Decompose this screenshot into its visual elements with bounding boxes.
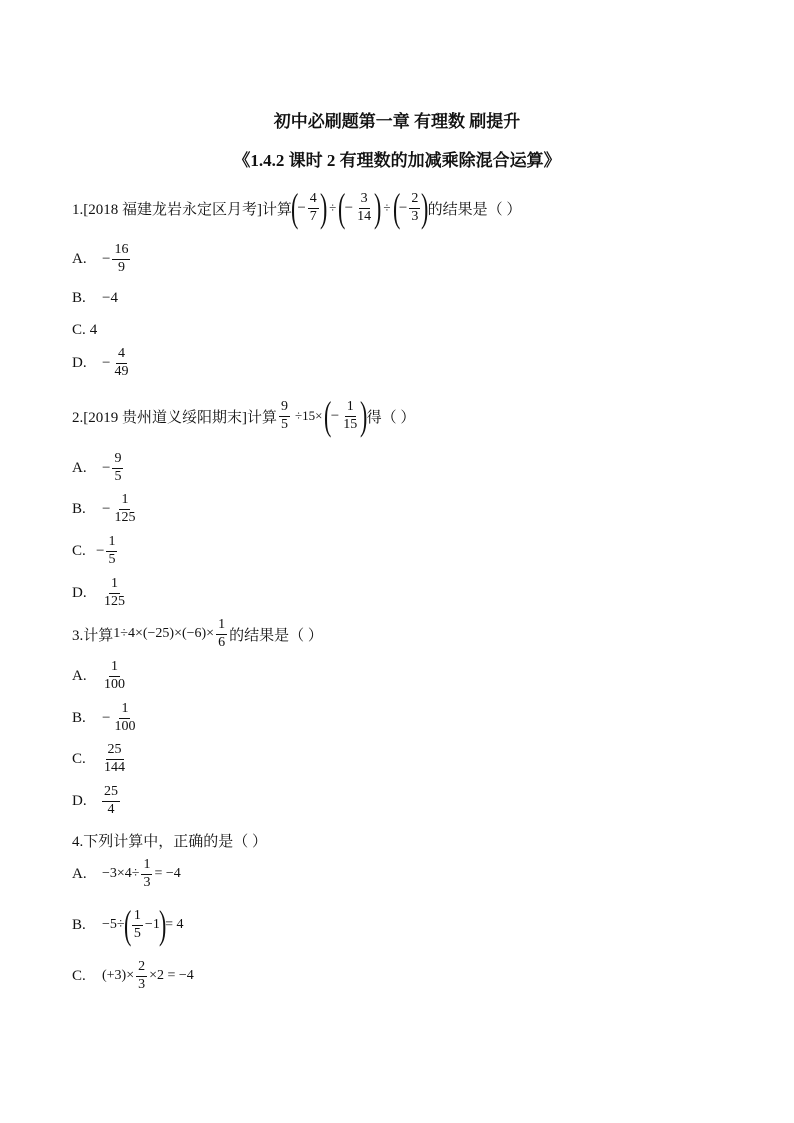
operator-text: ÷15× [295,408,323,423]
sign: − [297,199,306,216]
option-text: −4 [102,290,118,306]
question-1-expression: ( − $\frac{4}{7}$ ) ÷ ( − $\frac{3}{14}$ ) ÷ ( − $\frac{2}{3}$ ) [290,185,429,230]
fraction: $\frac{9}{5}$ [114,451,122,484]
q3-option-d[interactable] [72,785,122,817]
q2-option-a[interactable] [72,452,125,484]
question-1-suffix: 的结果是（ ） [427,201,522,218]
page-subtitle: 《1.4.2 课时 2 有理数的加减乘除混合运算》 [233,151,561,170]
page-title: 初中必刷题第一章 有理数 刷提升 [273,112,521,131]
question-1-prefix: 1.[2018 福建龙岩永定区月考]计算 [72,201,292,218]
fraction: $\frac{1}{125}$ [104,576,125,609]
expression-text: 1÷4×(−25)×(−6)× [113,626,215,642]
option-letter: A. [72,250,87,267]
q3-option-c[interactable] [72,743,129,775]
question-4-stem: 4.下列计算中，正确的是（ ） [72,834,268,850]
q1-option-c[interactable] [72,322,97,339]
option-letter: A. [72,865,87,882]
q4-option-a[interactable] [72,858,181,890]
fraction: $\frac{1}{125}$ [114,492,136,525]
fraction: $\frac{4}{49}$ [114,346,129,379]
option-letter: D. [72,584,87,601]
q3-option-b[interactable] [72,702,139,734]
q1-option-a[interactable] [72,243,132,275]
option-letter: A. [72,459,87,476]
fraction: $\frac{1}{100}$ [104,659,125,692]
option-letter: C. [72,322,86,338]
fraction: $\frac{16}{9}$ [114,242,129,275]
option-letter: D. [72,354,87,371]
sign: − [102,250,111,267]
question-3-suffix: 的结果是（ ） [229,627,323,644]
fraction: $\frac{2}{3}$ [411,190,419,224]
question-4 [72,830,267,851]
sign: − [102,500,111,517]
q1-option-b[interactable] [72,290,118,307]
fraction: $\frac{9}{5}$ [281,398,288,432]
option-letter: B. [72,709,86,726]
question-3-expression [113,618,229,650]
sign: − [102,459,111,476]
sign: − [344,199,354,216]
fraction: $\frac{1}{6}$ [218,617,226,650]
sign: − [102,709,111,726]
option-letter: B. [72,500,86,517]
fraction: $\frac{1}{100}$ [114,701,136,734]
fraction: $\frac{3}{14}$ [357,190,372,224]
option-letter: A. [72,667,87,684]
sign: − [398,199,408,216]
fraction: $\frac{1}{15}$ [343,398,358,432]
option-letter: C. [72,542,86,559]
divide-sign: ÷ [329,200,337,215]
option-letter: C. [72,750,86,767]
question-3-prefix: 3.计算 [72,627,114,644]
question-1 [72,185,522,230]
q4-option-b[interactable] [72,902,184,947]
q1-option-d[interactable] [72,347,132,379]
sign: − [96,542,105,559]
question-2 [72,393,416,438]
q3-option-a[interactable] [72,660,129,692]
q2-option-c[interactable] [72,535,119,567]
question-2-expression: $\frac{9}{5}$ ÷15× ( − $\frac{1}{15}$ ) [281,393,368,438]
q4-option-c[interactable] [72,960,194,992]
fraction: $\frac{25}{4}$ [104,784,118,817]
fraction: $\frac{4}{7}$ [309,190,317,224]
option-expression: −3×4÷ $\frac{1}{3}$ = −4 [102,857,181,890]
sign: − [102,354,111,371]
option-letter: B. [72,916,86,933]
option-expression: (+3)× $\frac{2}{3}$ ×2 = −4 [102,959,194,992]
fraction: $\frac{25}{144}$ [104,742,125,775]
question-2-suffix: 得（ ） [366,409,416,426]
divide-sign: ÷ [383,200,391,215]
q2-option-d[interactable] [72,577,129,609]
option-letter: B. [72,290,86,306]
option-letter: D. [72,792,87,809]
option-letter: C. [72,967,86,984]
sign: − [330,407,340,424]
q2-option-b[interactable] [72,493,139,525]
question-2-prefix: 2.[2019 贵州道义绥阳期末]计算 [72,409,277,426]
option-expression: −5÷ ( $\frac{1}{5}$ −1 ) = 4 [102,902,184,947]
question-3 [72,618,323,650]
option-text: 4 [89,322,98,338]
fraction: $\frac{1}{5}$ [108,534,116,567]
